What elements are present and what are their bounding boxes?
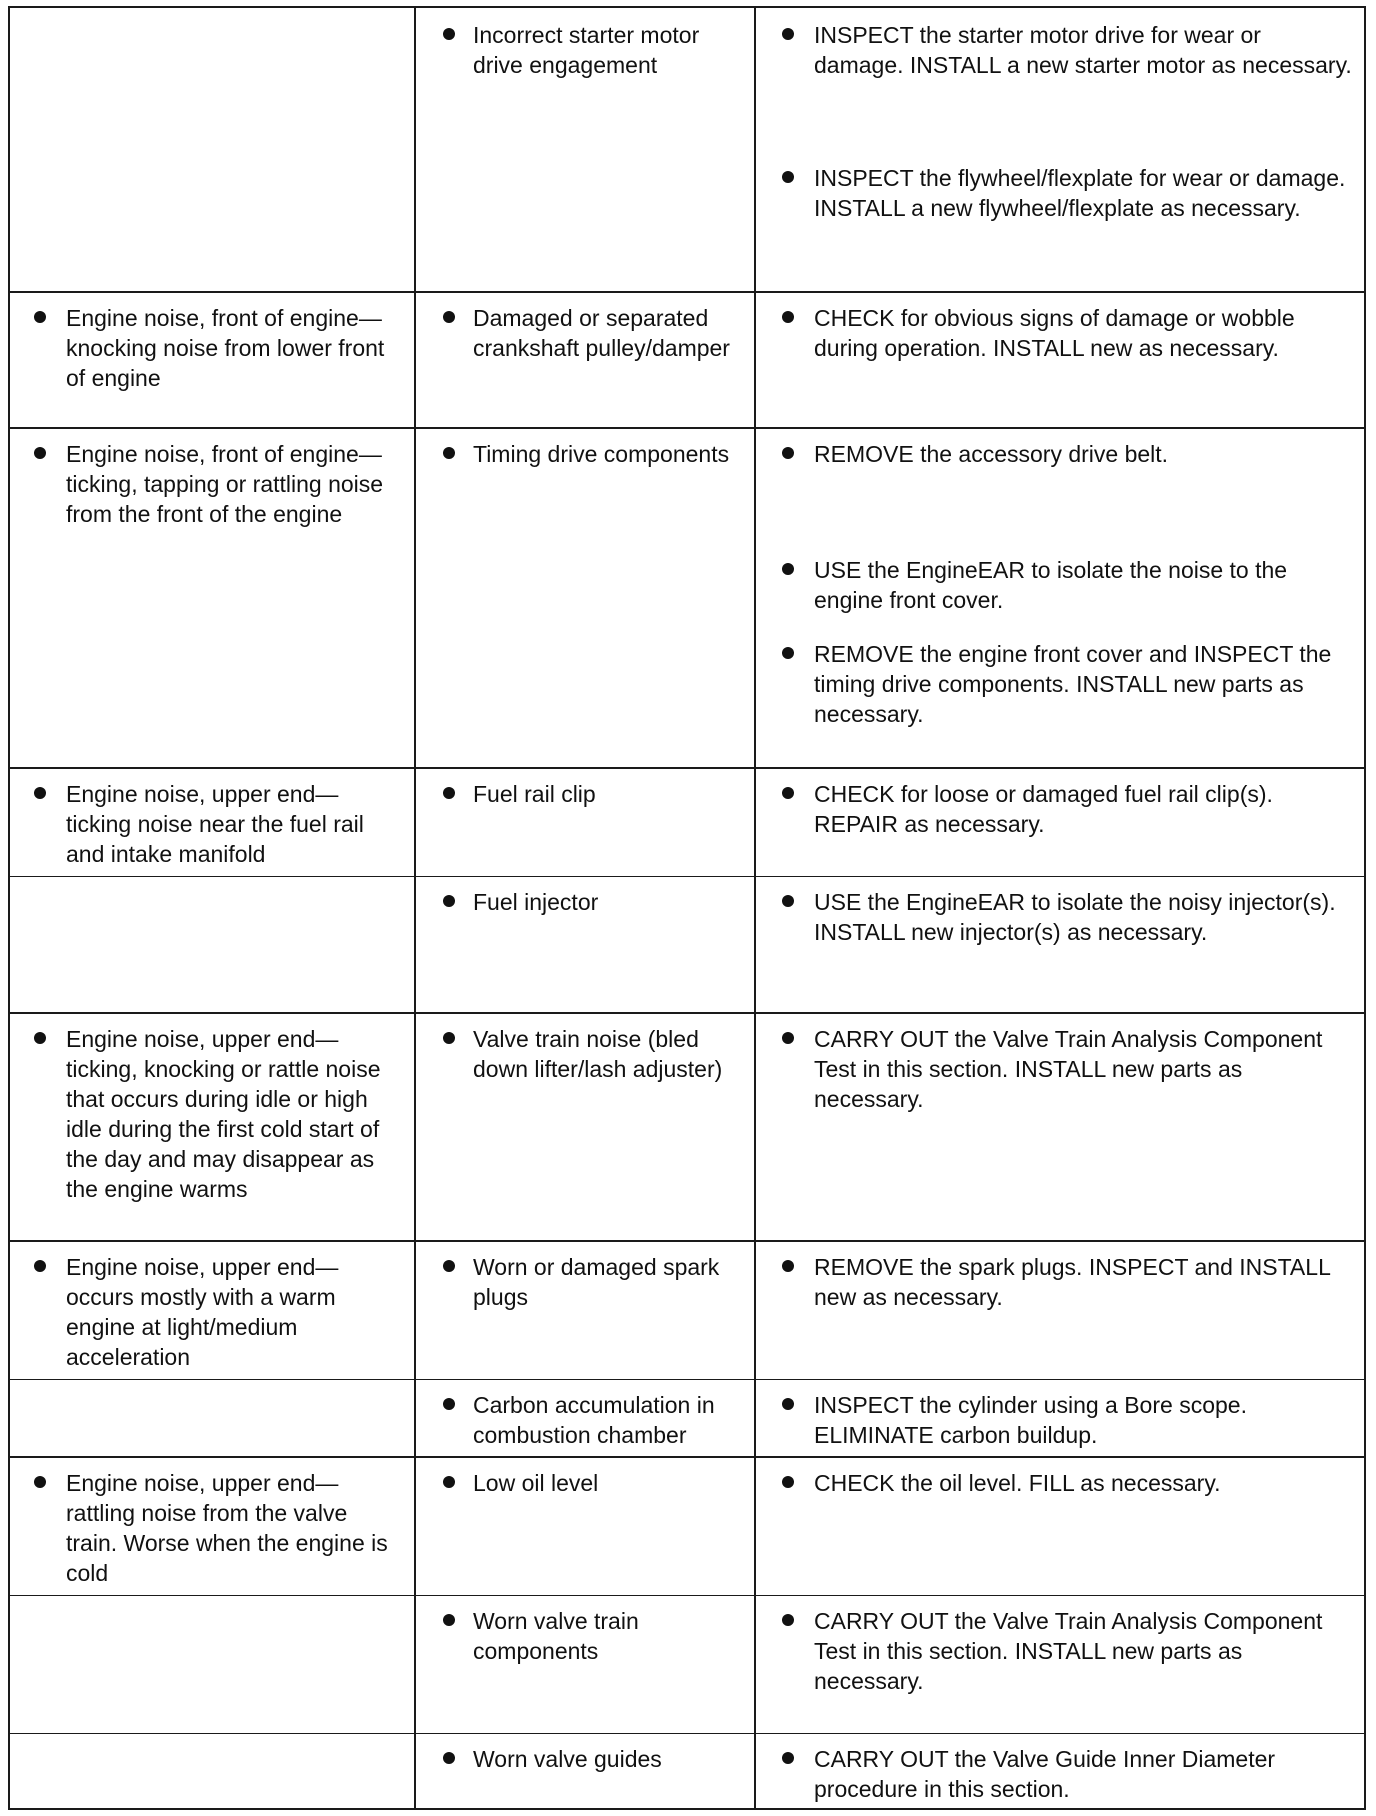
bullet-icon (782, 171, 794, 183)
source-cell (416, 293, 756, 427)
bullet-icon (443, 787, 455, 799)
table-row (10, 1014, 1364, 1242)
condition-cell (10, 8, 416, 291)
source-cell (416, 877, 756, 1012)
condition-text: Engine noise, upper end— ticking noise near the fuel rail and intake manifold (66, 781, 364, 867)
source-text: Carbon accumulation in combustion chamber (473, 1392, 715, 1448)
source-cell (416, 1458, 756, 1595)
action-text: CARRY OUT the Valve Train Analysis Component Test in this section. INSTALL new parts as necessary. (814, 1026, 1323, 1112)
action-cell (756, 877, 1364, 1012)
bullet-icon (34, 447, 46, 459)
source-cell (416, 1596, 756, 1733)
action-cell (756, 1458, 1364, 1595)
action-cell (756, 1734, 1364, 1808)
action-cell (756, 293, 1364, 427)
table-row (10, 1380, 1364, 1458)
action-cell (756, 769, 1364, 876)
bullet-icon (782, 447, 794, 459)
action-text: REMOVE the accessory drive belt. (814, 441, 1169, 467)
table-row (10, 1458, 1364, 1596)
bullet-icon (443, 1476, 455, 1488)
source-text: Worn valve train components (473, 1608, 639, 1664)
bullet-icon (782, 895, 794, 907)
condition-text: Engine noise, front of engine— ticking, tapping or rattling noise from the front of the engine (66, 441, 384, 527)
table-row (10, 1242, 1364, 1380)
action-cell (756, 1596, 1364, 1733)
source-text: Fuel injector (473, 889, 599, 915)
source-cell (416, 429, 756, 767)
source-text: Valve train noise (bled down lifter/lash adjuster) (473, 1026, 723, 1082)
condition-text: Engine noise, front of engine— knocking noise from lower front of engine (66, 305, 385, 391)
action-text: CARRY OUT the Valve Guide Inner Diameter procedure in this section. (814, 1746, 1276, 1802)
source-cell (416, 8, 756, 291)
bullet-icon (443, 1614, 455, 1626)
condition-cell (10, 769, 416, 876)
bullet-icon (34, 1476, 46, 1488)
action-text: CARRY OUT the Valve Train Analysis Component Test in this section. INSTALL new parts as necessary. (814, 1608, 1323, 1694)
action-text: CHECK the oil level. FILL as necessary. (814, 1470, 1221, 1496)
action-text: INSPECT the cylinder using a Bore scope. ELIMINATE carbon buildup. (814, 1392, 1247, 1448)
bullet-icon (782, 1614, 794, 1626)
condition-cell (10, 1014, 416, 1240)
bullet-icon (782, 1476, 794, 1488)
bullet-icon (443, 1752, 455, 1764)
action-text: INSPECT the flywheel/flexplate for wear or damage. INSTALL a new flywheel/flexplate as necessary. (814, 165, 1346, 221)
bullet-icon (34, 311, 46, 323)
action-cell (756, 429, 1364, 767)
action-text: CHECK for obvious signs of damage or wobble during operation. INSTALL new as necessary. (814, 305, 1295, 361)
condition-text: Engine noise, upper end— ticking, knocking or rattle noise that occurs during idle or high idle during the first cold start of the day and may disappear as the engine warms (66, 1026, 381, 1202)
condition-text: Engine noise, upper end— occurs mostly with a warm engine at light/medium acceleration (66, 1254, 339, 1370)
table-row (10, 1734, 1364, 1808)
condition-cell (10, 1596, 416, 1733)
condition-cell (10, 293, 416, 427)
bullet-icon (443, 1398, 455, 1410)
bullet-icon (782, 647, 794, 659)
action-text: CHECK for loose or damaged fuel rail clip(s). REPAIR as necessary. (814, 781, 1273, 837)
action-text: INSPECT the starter motor drive for wear or damage. INSTALL a new starter motor as necessary. (814, 22, 1352, 78)
condition-cell (10, 877, 416, 1012)
action-cell (756, 1242, 1364, 1379)
source-cell (416, 769, 756, 876)
bullet-icon (34, 1260, 46, 1272)
table-row (10, 429, 1364, 769)
source-cell (416, 1242, 756, 1379)
bullet-icon (782, 311, 794, 323)
condition-text: Engine noise, upper end— rattling noise from the valve train. Worse when the engine is cold (66, 1470, 388, 1586)
source-cell (416, 1014, 756, 1240)
bullet-icon (443, 1032, 455, 1044)
diagnosis-table (8, 6, 1366, 1810)
bullet-icon (34, 787, 46, 799)
source-cell (416, 1380, 756, 1456)
table-row (10, 769, 1364, 877)
action-cell (756, 1380, 1364, 1456)
source-text: Fuel rail clip (473, 781, 596, 807)
bullet-icon (443, 447, 455, 459)
bullet-icon (782, 1260, 794, 1272)
action-cell (756, 1014, 1364, 1240)
table-row (10, 877, 1364, 1014)
condition-cell (10, 1242, 416, 1379)
bullet-icon (443, 311, 455, 323)
bullet-icon (782, 1398, 794, 1410)
source-cell (416, 1734, 756, 1808)
condition-cell (10, 1458, 416, 1595)
bullet-icon (34, 1032, 46, 1044)
condition-cell (10, 429, 416, 767)
source-text: Worn valve guides (473, 1746, 662, 1772)
condition-cell (10, 1734, 416, 1808)
table-row (10, 1596, 1364, 1734)
bullet-icon (782, 28, 794, 40)
source-text: Timing drive components (473, 441, 730, 467)
bullet-icon (782, 1752, 794, 1764)
bullet-icon (443, 28, 455, 40)
action-cell (756, 8, 1364, 291)
action-text: REMOVE the engine front cover and INSPECT the timing drive components. INSTALL new parts as necessary. (814, 641, 1332, 727)
source-text: Low oil level (473, 1470, 599, 1496)
condition-cell (10, 1380, 416, 1456)
source-text: Damaged or separated crankshaft pulley/damper (473, 305, 730, 361)
bullet-icon (443, 1260, 455, 1272)
action-text: USE the EngineEAR to isolate the noisy injector(s). INSTALL new injector(s) as necessary. (814, 889, 1336, 945)
bullet-icon (443, 895, 455, 907)
bullet-icon (782, 563, 794, 575)
bullet-icon (782, 787, 794, 799)
action-text: USE the EngineEAR to isolate the noise to the engine front cover. (814, 557, 1288, 613)
source-text: Incorrect starter motor drive engagement (473, 22, 700, 78)
table-row (10, 293, 1364, 429)
bullet-icon (782, 1032, 794, 1044)
action-text: REMOVE the spark plugs. INSPECT and INSTALL new as necessary. (814, 1254, 1331, 1310)
source-text: Worn or damaged spark plugs (473, 1254, 720, 1310)
table-row (10, 8, 1364, 293)
